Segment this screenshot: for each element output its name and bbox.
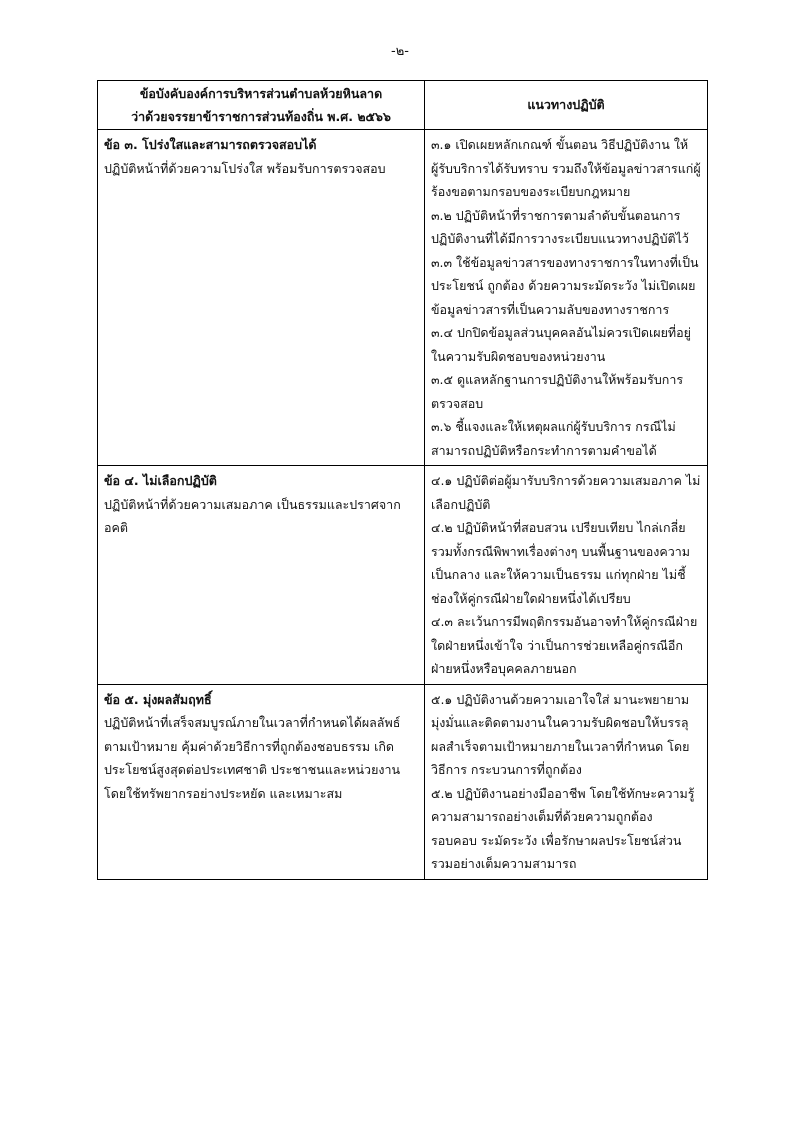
guideline-cell <box>425 130 708 466</box>
guideline-item: ๓.๔ ปกปิดข้อมูลส่วนบุคคลอันไม่ควรเปิดเผยที่อยู่ในความรับผิดชอบของหน่วยงาน <box>431 325 691 364</box>
guideline-item: ๔.๑ ปฏิบัติต่อผู้มารับบริการด้วยความเสมอภาค ไม่เลือกปฏิบัติ <box>431 473 701 512</box>
section-description: ปฏิบัติหน้าที่ด้วยความโปร่งใส พร้อมรับการตรวจสอบ <box>104 160 386 176</box>
guideline-item: ๓.๑ เปิดเผยหลักเกณฑ์ ขั้นตอน วิธีปฏิบัติงาน ให้ผู้รับบริการได้รับทราบ รวมถึงให้ข้อมูลข่าวสารแก่ผู้ร้องขอตามกรอบของระเบียบกฎหมาย <box>431 137 701 199</box>
guideline-item: ๔.๒ ปฏิบัติหน้าที่สอบสวน เปรียบเทียบ ไกล่เกลี่ย รวมทั้งกรณีพิพาทเรื่องต่างๆ บนพื้นฐานของความเป็นกลาง และให้ความเป็นธรรม แก่ทุกฝ่าย ไม่ชี้ช่องให้คู่กรณีฝ่ายใดฝ่ายหนึ่งได้เปรียบ <box>431 520 690 606</box>
header-regulation-line1: ข้อบังคับองค์การบริหารส่วนตำบลห้วยหินลาด <box>139 85 383 101</box>
page-number: -๒- <box>391 44 409 59</box>
guideline-item: ๔.๓ ละเว้นการมีพฤติกรรมอันอาจทำให้คู่กรณีฝ่ายใดฝ่ายหนึ่งเข้าใจ ว่าเป็นการช่วยเหลือคู่กรณีอีกฝ่ายหนึ่งหรือบุคคลภายนอก <box>431 614 698 676</box>
regulation-cell <box>98 130 425 466</box>
section-title: ข้อ ๓. โปร่งใสและสามารถตรวจสอบได้ <box>104 137 317 152</box>
guideline-item: ๕.๒ ปฏิบัติงานอย่างมืออาชีพ โดยใช้ทักษะความรู้ความสามารถอย่างเต็มที่ด้วยความถูกต้อง รอบคอบ ระมัดระวัง เพื่อรักษาผลประโยชน์ส่วนรวมอย่างเต็มความสามารถ <box>431 785 695 871</box>
guideline-item: ๓.๒ ปฏิบัติหน้าที่ราชการตามลำดับขั้นตอนการปฏิบัติงานที่ได้มีการวางระเบียบแนวทางปฏิบัติไว้ <box>431 207 689 246</box>
regulation-cell <box>98 466 425 685</box>
guideline-item: ๓.๖ ชี้แจงและให้เหตุผลแก่ผู้รับบริการ กรณีไม่สามารถปฏิบัติหรือกระทำการตามคำขอได้ <box>431 419 676 458</box>
section-title: ข้อ ๔. ไม่เลือกปฏิบัติ <box>104 473 217 488</box>
regulation-cell <box>98 684 425 879</box>
regulation-table <box>97 80 708 880</box>
guideline-item: ๕.๑ ปฏิบัติงานด้วยความเอาใจใส่ มานะพยายาม มุ่งมั่นและติดตามงานในความรับผิดชอบให้บรรลุผลสำเร็จตามเป้าหมายภายในเวลาที่กำหนด โดยวิธีการ กระบวนการที่ถูกต้อง <box>431 691 690 777</box>
table-header-row <box>98 81 708 130</box>
guideline-item: ๓.๕ ดูแลหลักฐานการปฏิบัติงานให้พร้อมรับการตรวจสอบ <box>431 372 684 411</box>
guideline-item: ๓.๓ ใช้ข้อมูลข่าวสารของทางราชการในทางที่เป็นประโยชน์ ถูกต้อง ด้วยความระมัดระวัง ไม่เปิดเผยข้อมูลข่าวสารที่เป็นความลับของทางราชการ <box>431 254 699 317</box>
header-regulation-line2: ว่าด้วยจรรยาข้าราชการส่วนท้องถิ่น พ.ศ. ๒๕๖๖ <box>131 109 391 124</box>
section-description: ปฏิบัติหน้าที่ด้วยความเสมอภาค เป็นธรรมและปราศจากอคติ <box>104 496 401 535</box>
section-description: ปฏิบัติหน้าที่เสร็จสมบูรณ์ภายในเวลาที่กำหนดได้ผลลัพธ์ตามเป้าหมาย คุ้มค่าด้วยวิธีการที่ถูกต้องชอบธรรม เกิดประโยชน์สูงสุดต่อประเทศชาติ ประชาชนและหน่วยงานโดยใช้ทรัพยากรอย่างประหยัด และเหมาะสม <box>104 715 401 801</box>
table-row <box>98 466 708 685</box>
table-row <box>98 684 708 879</box>
guideline-cell <box>425 684 708 879</box>
header-guidelines: แนวทางปฏิบัติ <box>425 81 708 130</box>
table-row <box>98 130 708 466</box>
section-title: ข้อ ๕. มุ่งผลสัมฤทธิ์ <box>104 691 212 707</box>
guideline-cell <box>425 466 708 685</box>
header-regulation <box>98 81 425 130</box>
